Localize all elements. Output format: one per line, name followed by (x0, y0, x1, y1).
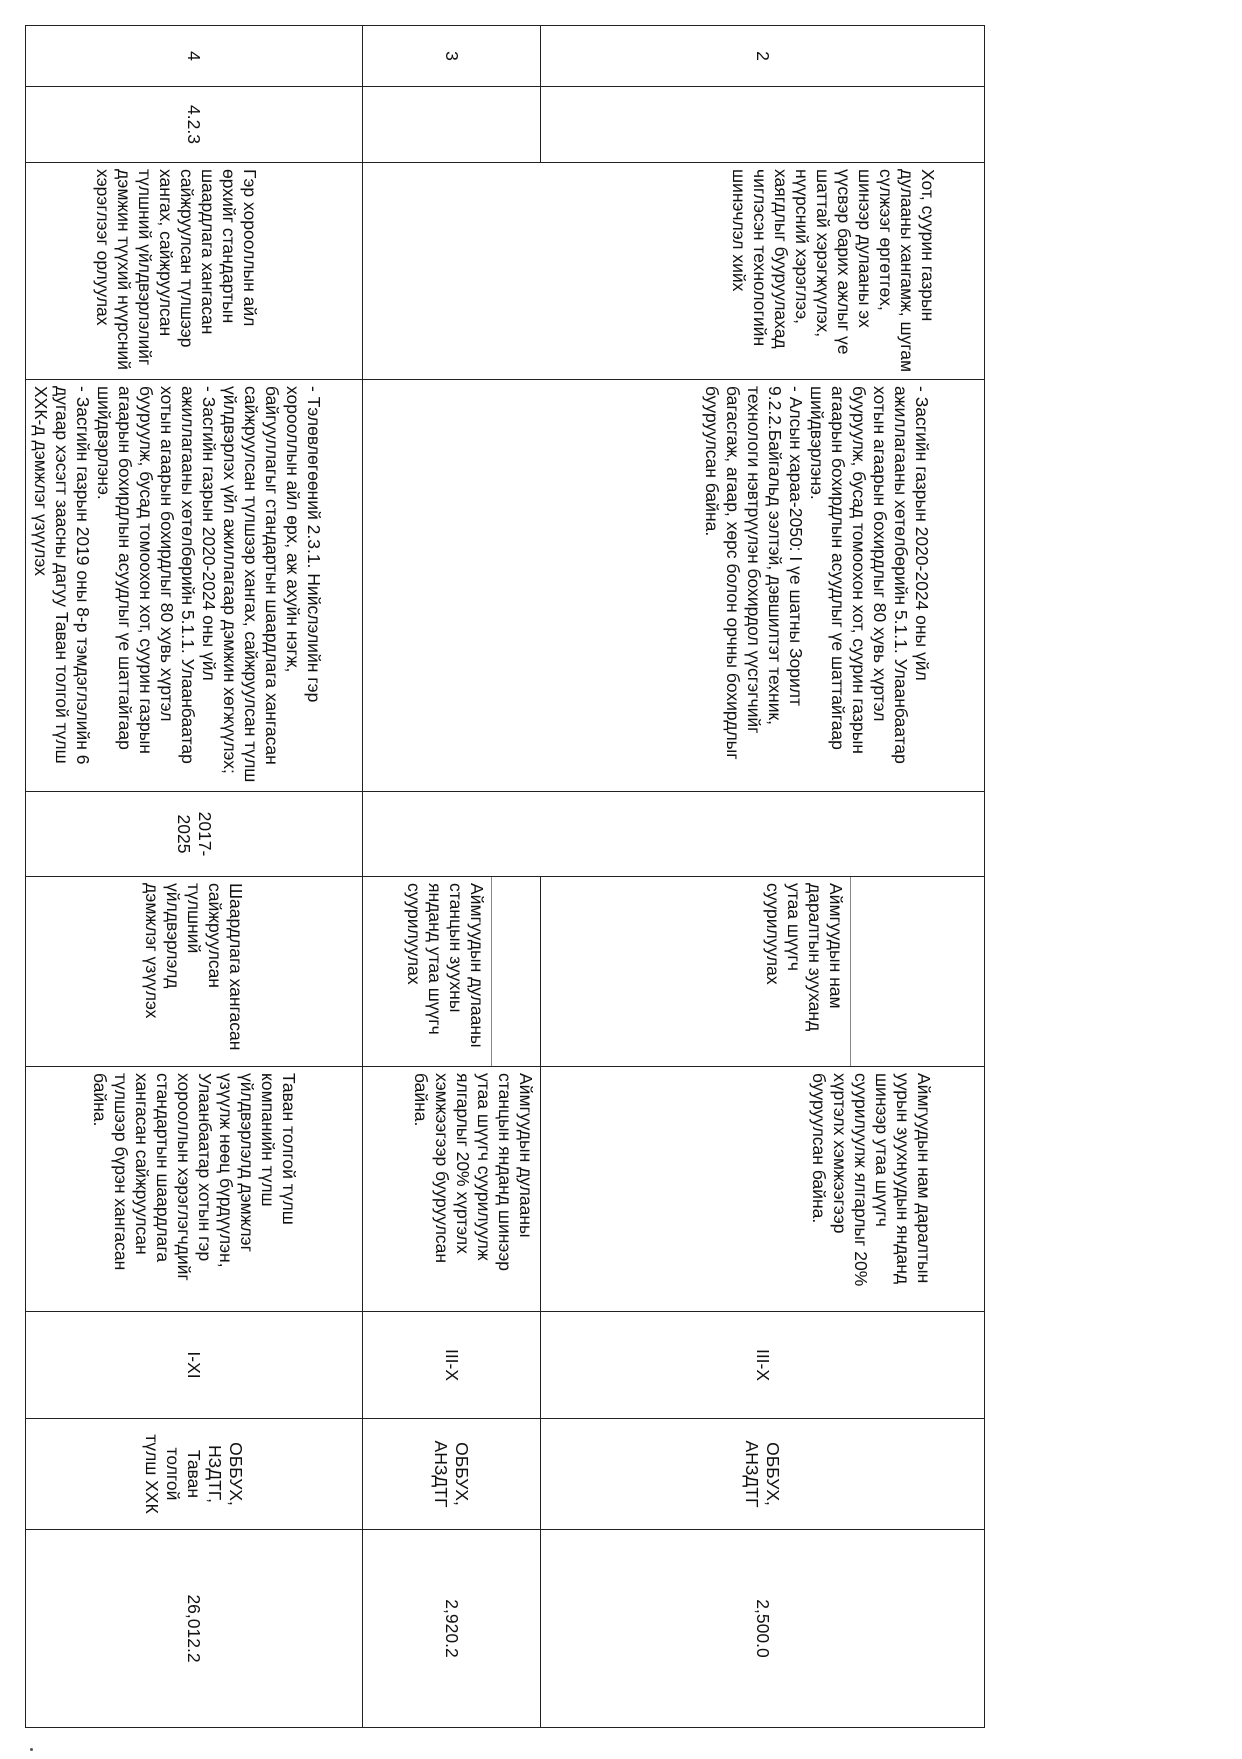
action-text: Аймгуудын дулааны станцын зуухны янданд утаа шүүгч суурилуулах (363, 877, 492, 1066)
period-cell (363, 792, 985, 877)
rotated-table-sheet (25, 25, 985, 1727)
action-cell-top (851, 877, 984, 1066)
result-cell: Таван толгой түлш компанийн түлш үйлдвэрлэлд дэмжлэг үзүүлж нөөц бүрдүүлэн, Улаанбаатар хотын гэр хорооллын хэрэглэгчдийг стандартын шаардлага хангасан сайжруулсан түлшээр бүрэн хангасан байна. (26, 1067, 363, 1312)
task-cell: Гэр хорооллын айл өрхийг стандартын шаардлага хангасан сайжруулсан түлшээр хангах, сайжруулсан түлшний үйлдвэрлэлийг дэмжин түүхий нүүрсний хэрэглээг орлуулах (26, 163, 363, 380)
action-plan-table (25, 25, 985, 1728)
scan-speck (30, 1748, 33, 1751)
row-number: 4 (26, 26, 363, 87)
action-text: Аймгуудын нам даралтын зууханд утаа шүүгч суурилуулах (541, 877, 851, 1066)
quarter-cell: III-X (363, 1312, 541, 1419)
reference-cell: - Засгийн газрын 2020-2024 оны үйл ажиллагааны хөтөлбөрийн 5.1.1. Улаанбаатар хотын агаарын бохирдлыг 80 хувь хүртэл бууруулж, бусад томоохон хот, суурин газрын агаарын бохирдлын асуудлыг үе шаттайгаар шийдвэрлэнэ. - Алсын хараа-2050: I үе шатны Зорилт 9.2.2.Байгальд ээлтэй, дэвшилтэт техник, технологи нэвтрүүлэн бохирдол үүсгэгчийг багасгаж, агаар, хөрс болон орчны бохирдлыг бууруулсан байна. (363, 380, 985, 792)
action-cell: Шаардлага хангасан сайжруулсан түлшний үйлдвэрлэлд дэмжлэг үзүүлэх (26, 877, 363, 1067)
budget-cell: 26,012.2 (26, 1530, 363, 1728)
reference-cell: - Тэлөвлөгөөний 2.3.1. Нийслэлийн гэр хорооллын айл өрх, аж ахуйн нэгж, байгууллагыг стандартын шаардлага хангасан сайжруулсан түлшээр хангах, сайжруулсан түлш үйлдвэрлэх үйл ажиллагаар дэмжин хөгжүүлэх; - Засгийн газрын 2020-2024 оны үйл ажиллагааны хөтөлбөрийн 5.1.1. Улаанбаатар хотын агаарын бохирдлыг 80 хувь хүртэл бууруулж, бусад томоохон хот, суурин газрын агаарын бохирдлын асуудлыг үе шаттайгаар шийдвэрлэнэ. - Засгийн газрын 2019 оны 8-р тэмдэглэлийн 6 дугаар хэсэгт заасны дагуу Таван толгой түлш ХХК-д дэмжлэг үзүүлэх (26, 380, 363, 792)
result-cell: Аймгуудын дулааны станцын янданд шинээр утаа шүүгч суурилуулж ялгарлыг 20% хүртэлх хэмжээгээр бууруулсан байна. (363, 1067, 541, 1312)
action-cell (541, 877, 985, 1067)
row-code (363, 87, 541, 163)
action-cell-top (492, 877, 540, 1066)
budget-cell: 2,500.0 (541, 1530, 985, 1728)
period-cell: 2017- 2025 (26, 792, 363, 877)
responsible-cell: ОББУХ, АНЗДТГ (541, 1419, 985, 1530)
row-number: 2 (541, 26, 985, 87)
row-code: 4.2.3 (26, 87, 363, 163)
row-number: 3 (363, 26, 541, 87)
responsible-cell: ОББУХ, АНЗДТГ (363, 1419, 541, 1530)
row-code (541, 87, 985, 163)
budget-cell: 2,920.2 (363, 1530, 541, 1728)
result-cell: Аймгуудын нам даралтын уурын зуухнуудын янданд шинээр утаа шүүгч суурилуулж ялгарлыг 20% хүртэлх хэмжээгээр бууруулсан байна. (541, 1067, 985, 1312)
table-row (541, 26, 985, 1728)
quarter-cell: I-XI (26, 1312, 363, 1419)
task-cell: Хот, суурин газрын дулааны хангамж, шугам сүлжээг өргөтгөх, шинээр дулааны эх үүсвэр барих ажлыг үе шаттай хэрэгжүүлэх, нүүрсний хэрэглээ, хаягдлыг бууруулахад чиглэсэн технологийн шинэчлэл хийх (363, 163, 985, 380)
action-cell (363, 877, 541, 1067)
responsible-cell: ОББУХ, НЗДТГ, Таван толгой түлш ХХК (26, 1419, 363, 1530)
table-row (26, 26, 363, 1728)
quarter-cell: III-X (541, 1312, 985, 1419)
